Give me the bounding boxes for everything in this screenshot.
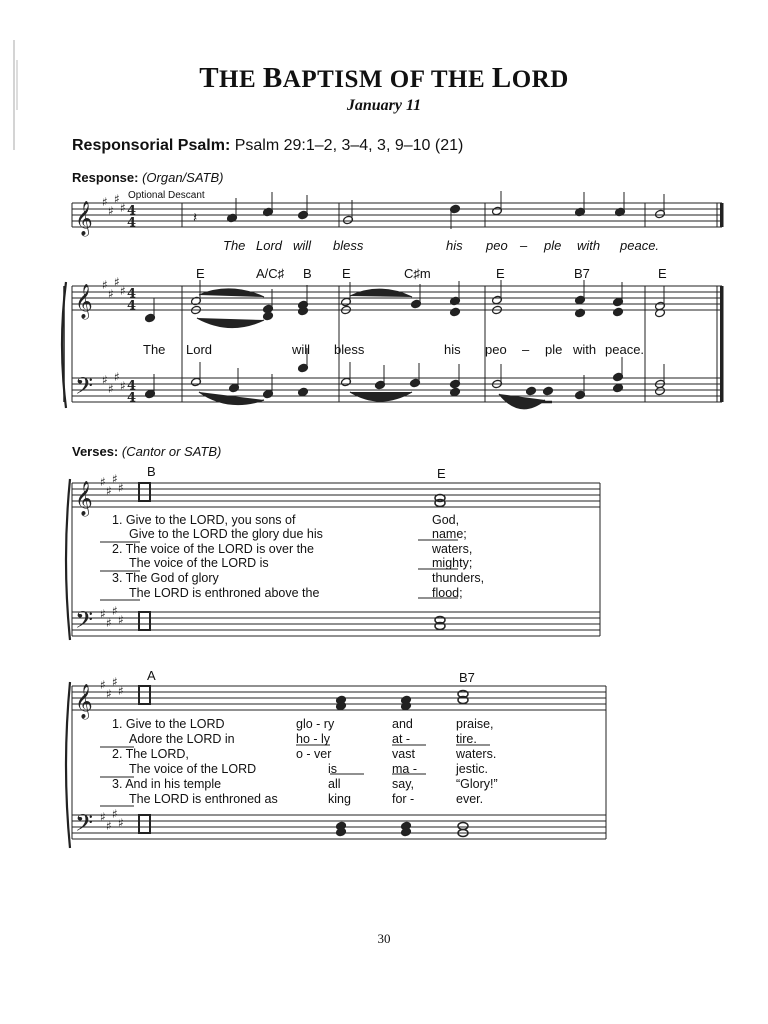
descant-lyric: –: [520, 238, 528, 253]
whole-note: [458, 823, 468, 830]
treble-note: [450, 307, 461, 317]
chord-symbol: E: [342, 266, 351, 281]
final-barline: [720, 286, 724, 402]
sharp-sign: ♯: [108, 204, 114, 218]
system-brace: [66, 682, 70, 848]
chord-symbol: A/C♯: [256, 266, 285, 281]
sharp-sign: ♯: [114, 192, 120, 206]
final-barline: [720, 203, 724, 227]
verse-line-word: all: [328, 777, 341, 791]
sharp-sign: ♯: [112, 472, 118, 486]
bass-note: [543, 386, 554, 396]
verse-line-text: 2. The LORD,: [112, 747, 189, 761]
feast-date: January 11: [346, 97, 422, 114]
verse-line-text: The voice of the LORD is: [129, 556, 269, 570]
response-lyric: peace.: [605, 342, 645, 357]
bass-clef: 𝄢: [75, 606, 94, 639]
sharp-sign: ♯: [102, 278, 108, 292]
verse-line-text: The voice of the LORD: [129, 762, 257, 776]
sharp-sign: ♯: [100, 475, 106, 489]
verses-heading: [72, 444, 221, 459]
response-lyric: with: [573, 342, 597, 357]
bass-note: [526, 386, 537, 396]
descant-lyric: ple: [544, 238, 562, 253]
response-lyric: ple: [545, 342, 563, 357]
sharp-sign: ♯: [118, 816, 124, 830]
response-lyric: Lord: [186, 342, 213, 357]
verses-label: Verses:: [72, 444, 119, 459]
quarter-rest: 𝄽: [193, 210, 198, 226]
chord-symbol: E: [658, 266, 667, 281]
breve-note: [139, 686, 150, 704]
verse-line-word: ma -: [392, 762, 417, 776]
verse-line-end: praise,: [456, 717, 494, 731]
bass-clef: 𝄢: [75, 809, 94, 842]
sharp-sign: ♯: [114, 370, 120, 384]
verse-line-end: tire.: [456, 732, 477, 746]
verse-line-word: for -: [392, 792, 415, 806]
sharp-sign: ♯: [108, 382, 114, 396]
sharp-sign: ♯: [100, 810, 106, 824]
time-signature: 4: [127, 378, 137, 394]
psalm-label: Responsorial Psalm:: [72, 137, 231, 154]
sharp-sign: ♯: [106, 687, 112, 701]
verse1-chord-1: B: [147, 464, 156, 479]
chord-symbol: E: [196, 266, 205, 281]
sharp-sign: ♯: [102, 373, 108, 387]
sharp-sign: ♯: [106, 616, 112, 630]
psalm-reference: Psalm 29:1–2, 3–4, 3, 9–10 (21): [234, 137, 464, 154]
verse-line-text: Give to the LORD the glory due his: [129, 527, 323, 541]
sharp-sign: ♯: [118, 684, 124, 698]
time-signature: 4: [127, 390, 137, 406]
sharp-sign: ♯: [100, 607, 106, 621]
sharp-sign: ♯: [106, 819, 112, 833]
breve-note: [139, 483, 150, 501]
chord-symbol: C♯m: [404, 266, 431, 281]
verse-line-text: 1. Give to the LORD: [112, 717, 225, 731]
verse-line-word: ho - ly: [296, 732, 331, 746]
title-part: APTISM OF THE: [282, 66, 492, 93]
verse-line-word: king: [328, 792, 351, 806]
sharp-sign: ♯: [118, 613, 124, 627]
verse-line-end: jestic.: [456, 762, 488, 776]
slur: [197, 318, 264, 328]
response-lyric: The: [143, 342, 166, 357]
treble-note: [263, 311, 274, 321]
sharp-sign: ♯: [106, 484, 112, 498]
descant-lyric: with: [577, 238, 601, 253]
chord-symbol: E: [496, 266, 505, 281]
time-signature: 4: [127, 286, 137, 302]
descant-lyric: peace.: [620, 238, 660, 253]
verse-line-word: at -: [392, 732, 411, 746]
tie: [350, 289, 412, 297]
verse-line-text: The LORD is enthroned above the: [129, 586, 320, 600]
treble-clef: 𝄞: [75, 684, 93, 719]
descant-lyric: bless: [333, 238, 364, 253]
response-lyric: his: [444, 342, 461, 357]
verse-line-word: say,: [392, 777, 414, 791]
title-part: HE: [219, 66, 263, 93]
bass-note: [613, 383, 624, 393]
verse2-chord-2: B7: [459, 670, 475, 685]
sharp-sign: ♯: [100, 678, 106, 692]
verse-line-end: name;: [432, 527, 467, 541]
verse-line-text: 1. Give to the LORD, you sons of: [112, 513, 296, 527]
chord-symbol: B7: [574, 266, 590, 281]
breve-note: [139, 815, 150, 833]
sharp-sign: ♯: [112, 604, 118, 618]
response-lyric: bless: [334, 342, 365, 357]
verse-line-text: 3. And in his temple: [112, 777, 222, 791]
verse2-chord-1: A: [147, 668, 156, 683]
response-label: Response:: [72, 170, 139, 185]
descant-lyric: peo: [486, 238, 508, 253]
descant-label: Optional Descant: [128, 190, 205, 201]
sharp-sign: ♯: [120, 284, 126, 298]
breve-note: [139, 612, 150, 630]
sharp-sign: ♯: [120, 379, 126, 393]
sharp-sign: ♯: [108, 287, 114, 301]
sharp-sign: ♯: [120, 201, 126, 215]
descant-lyric: his: [446, 238, 463, 253]
verse-line-word: glo - ry: [296, 717, 335, 731]
verse-line-end: thunders,: [432, 571, 485, 585]
verse-line-end: mighty;: [432, 556, 473, 570]
sharp-sign: ♯: [112, 675, 118, 689]
sharp-sign: ♯: [102, 195, 108, 209]
treble-clef: 𝄞: [75, 481, 93, 516]
verse-line-end: waters,: [432, 542, 473, 556]
response-lyric: peo: [485, 342, 507, 357]
verse-line-word: vast: [392, 747, 415, 761]
bass-note: [450, 387, 461, 397]
descant-lyric: will: [293, 238, 312, 253]
verse-line-word: and: [392, 717, 413, 731]
slur: [350, 392, 412, 401]
sharp-sign: ♯: [112, 807, 118, 821]
title-part: B: [262, 62, 283, 94]
treble-clef: 𝄞: [75, 201, 93, 236]
verse-line-text: The LORD is enthroned as: [129, 792, 278, 806]
verse-line-end: waters.: [456, 747, 497, 761]
page-number: 30: [377, 931, 391, 946]
treble-clef: 𝄞: [75, 284, 93, 319]
title-part: ORD: [511, 66, 569, 93]
verse-line-end: “Glory!”: [456, 777, 498, 791]
title-part: T: [199, 62, 220, 94]
time-signature: 4: [127, 203, 137, 219]
bass-note: [298, 387, 309, 397]
response-lyric: –: [522, 342, 530, 357]
verse-line-end: God,: [432, 513, 460, 527]
sharp-sign: ♯: [118, 481, 124, 495]
verses-note: (Cantor or SATB): [121, 444, 222, 459]
tie: [199, 289, 264, 297]
bass-clef: 𝄢: [75, 372, 94, 405]
chord-symbol: B: [303, 266, 312, 281]
descant-lyric: Lord: [256, 238, 283, 253]
slur: [199, 392, 264, 405]
sharp-sign: ♯: [114, 275, 120, 289]
treble-note: [613, 307, 624, 317]
title-part: L: [491, 62, 512, 94]
verse-line-end: flood;: [432, 586, 463, 600]
bass-note: [655, 386, 666, 396]
response-note: (Organ/SATB): [142, 170, 224, 185]
verse-line-text: Adore the LORD in: [129, 732, 235, 746]
time-signature: 4: [127, 298, 137, 314]
time-signature: 4: [127, 215, 137, 231]
verse-line-word: o - ver: [296, 747, 332, 761]
verse-line-word: is: [328, 762, 338, 776]
descant-lyric: The: [223, 238, 246, 253]
verse-line-text: 2. The voice of the LORD is over the: [112, 542, 314, 556]
response-lyric: will: [292, 342, 311, 357]
verse1-chord-2: E: [437, 466, 446, 481]
system-brace: [66, 479, 70, 640]
verse-line-text: 3. The God of glory: [112, 571, 219, 585]
verse-line-end: ever.: [456, 792, 484, 806]
